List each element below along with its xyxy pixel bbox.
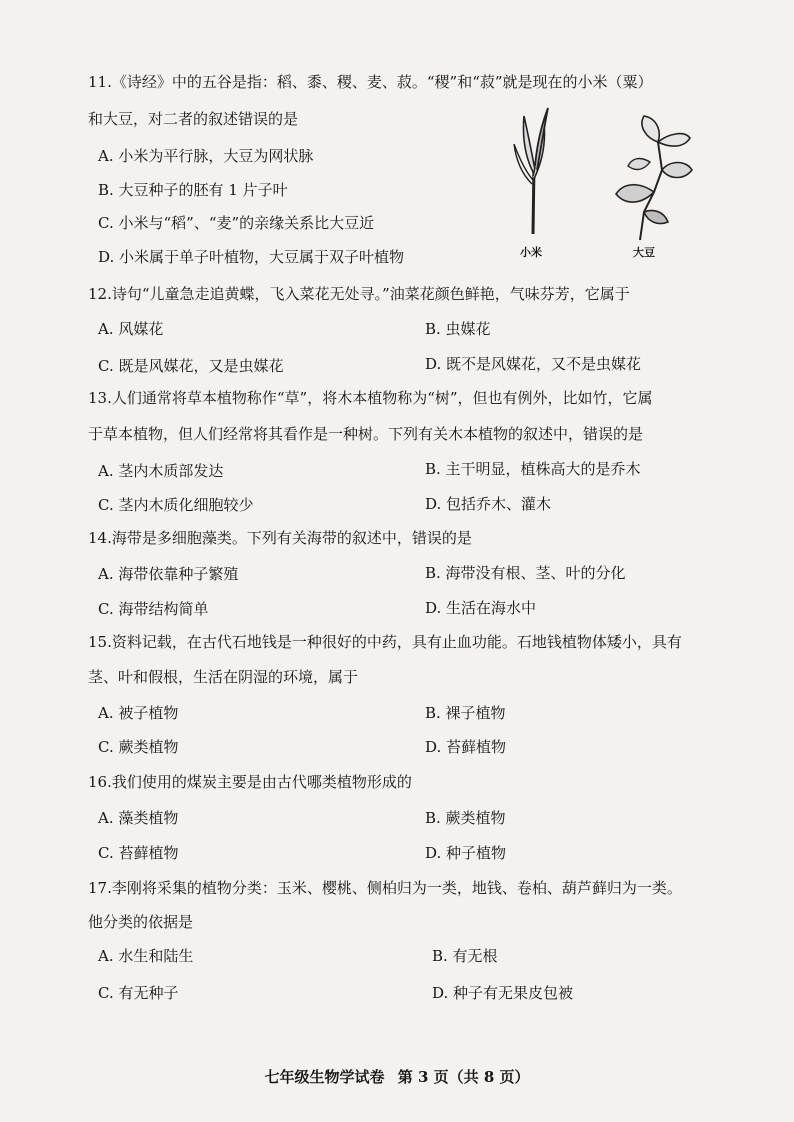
q14-option-a: A. 海带依靠种子繁殖 — [98, 565, 239, 583]
q16-option-b: B. 蕨类植物 — [425, 809, 506, 827]
millet-caption: 小米 — [520, 246, 542, 259]
q12-stem: 12.诗句“儿童急走追黄蝶，飞入菜花无处寻。”油菜花颜色鲜艳，气味芬芳，它属于 — [88, 285, 630, 303]
q16-option-c: C. 苔藓植物 — [98, 844, 179, 862]
q17-option-b: B. 有无根 — [432, 947, 498, 965]
q15-option-b: B. 裸子植物 — [425, 704, 506, 722]
q15-stem-line-1: 15.资料记载，在古代石地钱是一种很好的中药，具有止血功能。石地钱植物体矮小，具有 — [88, 633, 682, 651]
q11-option-b: B. 大豆种子的胚有 1 片子叶 — [98, 181, 288, 199]
q13-stem-line-2: 于草本植物，但人们经常将其看作是一种树。下列有关木本植物的叙述中，错误的是 — [88, 425, 644, 443]
q13-option-d: D. 包括乔木、灌木 — [425, 495, 552, 513]
q16-stem: 16.我们使用的煤炭主要是由古代哪类植物形成的 — [88, 773, 412, 791]
q16-option-a: A. 藻类植物 — [98, 809, 179, 827]
q17-option-d: D. 种子有无果皮包被 — [432, 984, 574, 1002]
q12-option-a: A. 风媒花 — [98, 320, 164, 338]
q13-stem-line-1: 13.人们通常将草本植物称作“草”，将木本植物称为“树”，但也有例外，比如竹，它属 — [88, 389, 653, 407]
footer-page-number: 第 3 页（共 8 页） — [397, 1068, 530, 1086]
q14-option-b: B. 海带没有根、茎、叶的分化 — [425, 564, 626, 582]
q12-option-b: B. 虫媒花 — [425, 320, 491, 338]
footer-exam-title: 七年级生物学试卷 — [264, 1068, 385, 1086]
q14-option-d: D. 生活在海水中 — [425, 599, 537, 617]
millet-plant-illustration — [508, 104, 558, 236]
soybean-plant-illustration — [610, 112, 698, 242]
q15-stem-line-2: 茎、叶和假根，生活在阴湿的环境，属于 — [88, 668, 359, 686]
q15-option-d: D. 苔藓植物 — [425, 738, 507, 756]
q17-option-a: A. 水生和陆生 — [98, 947, 194, 965]
q14-stem: 14.海带是多细胞藻类。下列有关海带的叙述中，错误的是 — [88, 529, 472, 547]
soybean-caption: 大豆 — [633, 246, 655, 259]
q11-stem-line-2: 和大豆，对二者的叙述错误的是 — [88, 110, 299, 128]
q11-option-a: A. 小米为平行脉，大豆为网状脉 — [98, 147, 314, 165]
q13-option-c: C. 茎内木质化细胞较少 — [98, 496, 254, 514]
q13-option-a: A. 茎内木质部发达 — [98, 462, 224, 480]
q11-option-d: D. 小米属于单子叶植物，大豆属于双子叶植物 — [98, 248, 405, 266]
q12-option-c: C. 既是风媒花，又是虫媒花 — [98, 357, 284, 375]
q17-stem-line-2: 他分类的依据是 — [88, 913, 194, 931]
q17-option-c: C. 有无种子 — [98, 984, 179, 1002]
page-footer — [0, 1066, 794, 1087]
q12-option-d: D. 既不是风媒花，又不是虫媒花 — [425, 355, 642, 373]
q16-option-d: D. 种子植物 — [425, 844, 507, 862]
q15-option-a: A. 被子植物 — [98, 704, 179, 722]
q13-option-b: B. 主干明显，植株高大的是乔木 — [425, 460, 641, 478]
q17-stem-line-1: 17.李刚将采集的植物分类：玉米、樱桃、侧柏归为一类，地钱、卷柏、葫芦藓归为一类。 — [88, 879, 682, 897]
q11-stem-line-1: 11.《诗经》中的五谷是指：稻、黍、稷、麦、菽。“稷”和“菽”就是现在的小米（粟） — [88, 73, 653, 91]
q14-option-c: C. 海带结构简单 — [98, 600, 209, 618]
q15-option-c: C. 蕨类植物 — [98, 738, 179, 756]
q11-option-c: C. 小米与“稻”、“麦”的亲缘关系比大豆近 — [98, 214, 375, 232]
